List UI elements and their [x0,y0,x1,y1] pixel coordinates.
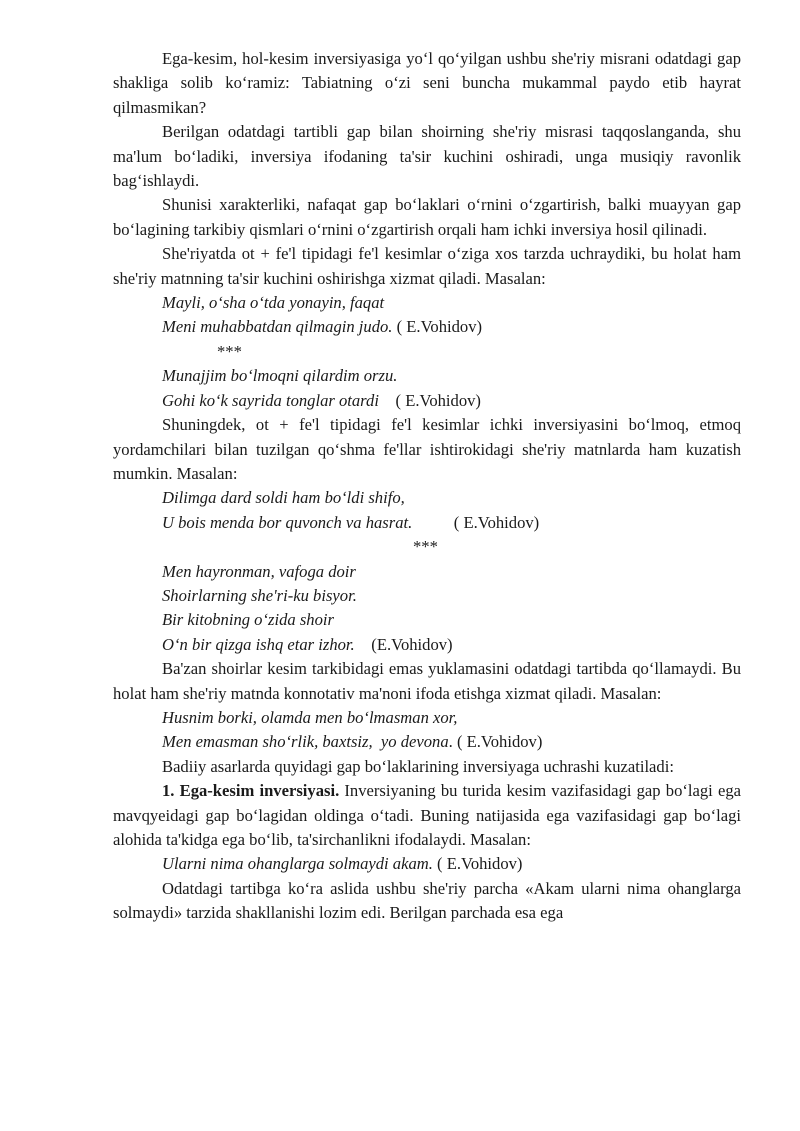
verse-line: Mayli, o‘sha o‘tda yonayin, faqat [162,293,385,313]
paragraph: Odatdagi tartibga ko‘ra aslida ushbu she'riy parcha «Akam ularni nima ohanglarga solmaydi» tarzida shakllanishi lozim edi. Berilgan parchada esa ega [113,878,741,923]
verse-line: Ularni nima ohanglarga solmaydi akam. ( E.Vohidov) [162,854,523,874]
paragraph: Badiiy asarlarda quyidagi gap bo‘laklarining inversiyaga uchrashi kuzatiladi: [162,756,674,776]
verse-line: Shoirlarning she'ri-ku bisyor. [162,585,357,605]
verse-line: Husnim borki, olamda men bo‘lmasman xor, [162,707,458,727]
paragraph: Ba'zan shoirlar kesim tarkibidagi emas yuklamasini odatdagi tartibda qo‘llamaydi. Bu holat ham she'riy matnda konnotativ ma'noni ifoda etishga xizmat qiladi. Masalan: [113,659,741,703]
paragraph: Ega-kesim, hol-kesim inversiyasiga yo‘l qo‘yilgan ushbu she'riy misrani odatdagi gap shakliga solib ko‘ramiz: Tabiatning o‘zi seni buncha mukammal paydo etib hayrat qilmasmikan? [113,49,741,117]
section-heading: 1. Ega-kesim inversiyasi. [162,781,340,801]
verse-line: Men emasman sho‘rlik, baxtsiz, yo devona. ( E.Vohidov) [162,732,543,752]
verse-line: Dilimga dard soldi ham bo‘ldi shifo, [162,488,405,508]
paragraph: Berilgan odatdagi tartibli gap bilan shoirning she'riy misrasi taqqoslanganda, shu ma'lum bo‘ladiki, inversiya ifodaning ta'sir kuchini oshiradi, unga musiqiy ravonlik bag‘ishlaydi. [113,122,741,191]
paragraph: 1. Ega-kesim inversiyasi. Inversiyaning bu turida kesim vazifasidagi gap bo‘lagi ega mavqyeidagi gap bo‘lagidan oldinga o‘tadi. Buning natijasida ega vazifasidagi gap bo‘lagi alohida ta'kidga ega bo‘lib, ta'sirchanlikni ifodalaydi. Masalan: [113,781,741,849]
paragraph: Shunisi xarakterliki, nafaqat gap bo‘laklari o‘rnini o‘zgartirish, balki muayyan gap bo‘lagining tarkibiy qismlari o‘rnini o‘zgartirish orqali ham ichki inversiya hosil qilinadi. [113,195,741,239]
paragraph: She'riyatda ot + fe'l tipidagi fe'l kesimlar o‘ziga xos tarzda uchraydiki, bu holat ham she'riy matnning ta'sir kuchini oshirishga xizmat qiladi. Masalan: [113,244,741,288]
verse-separator: *** [413,537,438,557]
paragraph: Shuningdek, ot + fe'l tipidagi fe'l kesimlar ichki inversiyasini bo‘lmoq, etmoq yordamchilari bilan tuzilgan qo‘shma fe'llar ishtirokidagi she'riy matnlarda ham kuzatish mumkin. Masalan: [113,415,741,483]
verse-separator: *** [217,341,242,361]
verse-line: Meni muhabbatdan qilmagin judo. ( E.Vohidov) [162,317,483,337]
verse-line: Munajjim bo‘lmoqni qilardim orzu. [162,366,398,386]
document-page [113,47,741,926]
verse-line: Gohi ko‘k sayrida tonglar otardi ( E.Vohidov) [162,390,481,410]
verse-line: Men hayronman, vafoga doir [162,561,356,581]
verse-line: Bir kitobning o‘zida shoir [162,610,334,630]
verse-line: U bois menda bor quvonch va hasrat. ( E.Vohidov) [162,512,540,532]
verse-line: O‘n bir qizga ishq etar izhor. (E.Vohidov) [162,634,453,654]
